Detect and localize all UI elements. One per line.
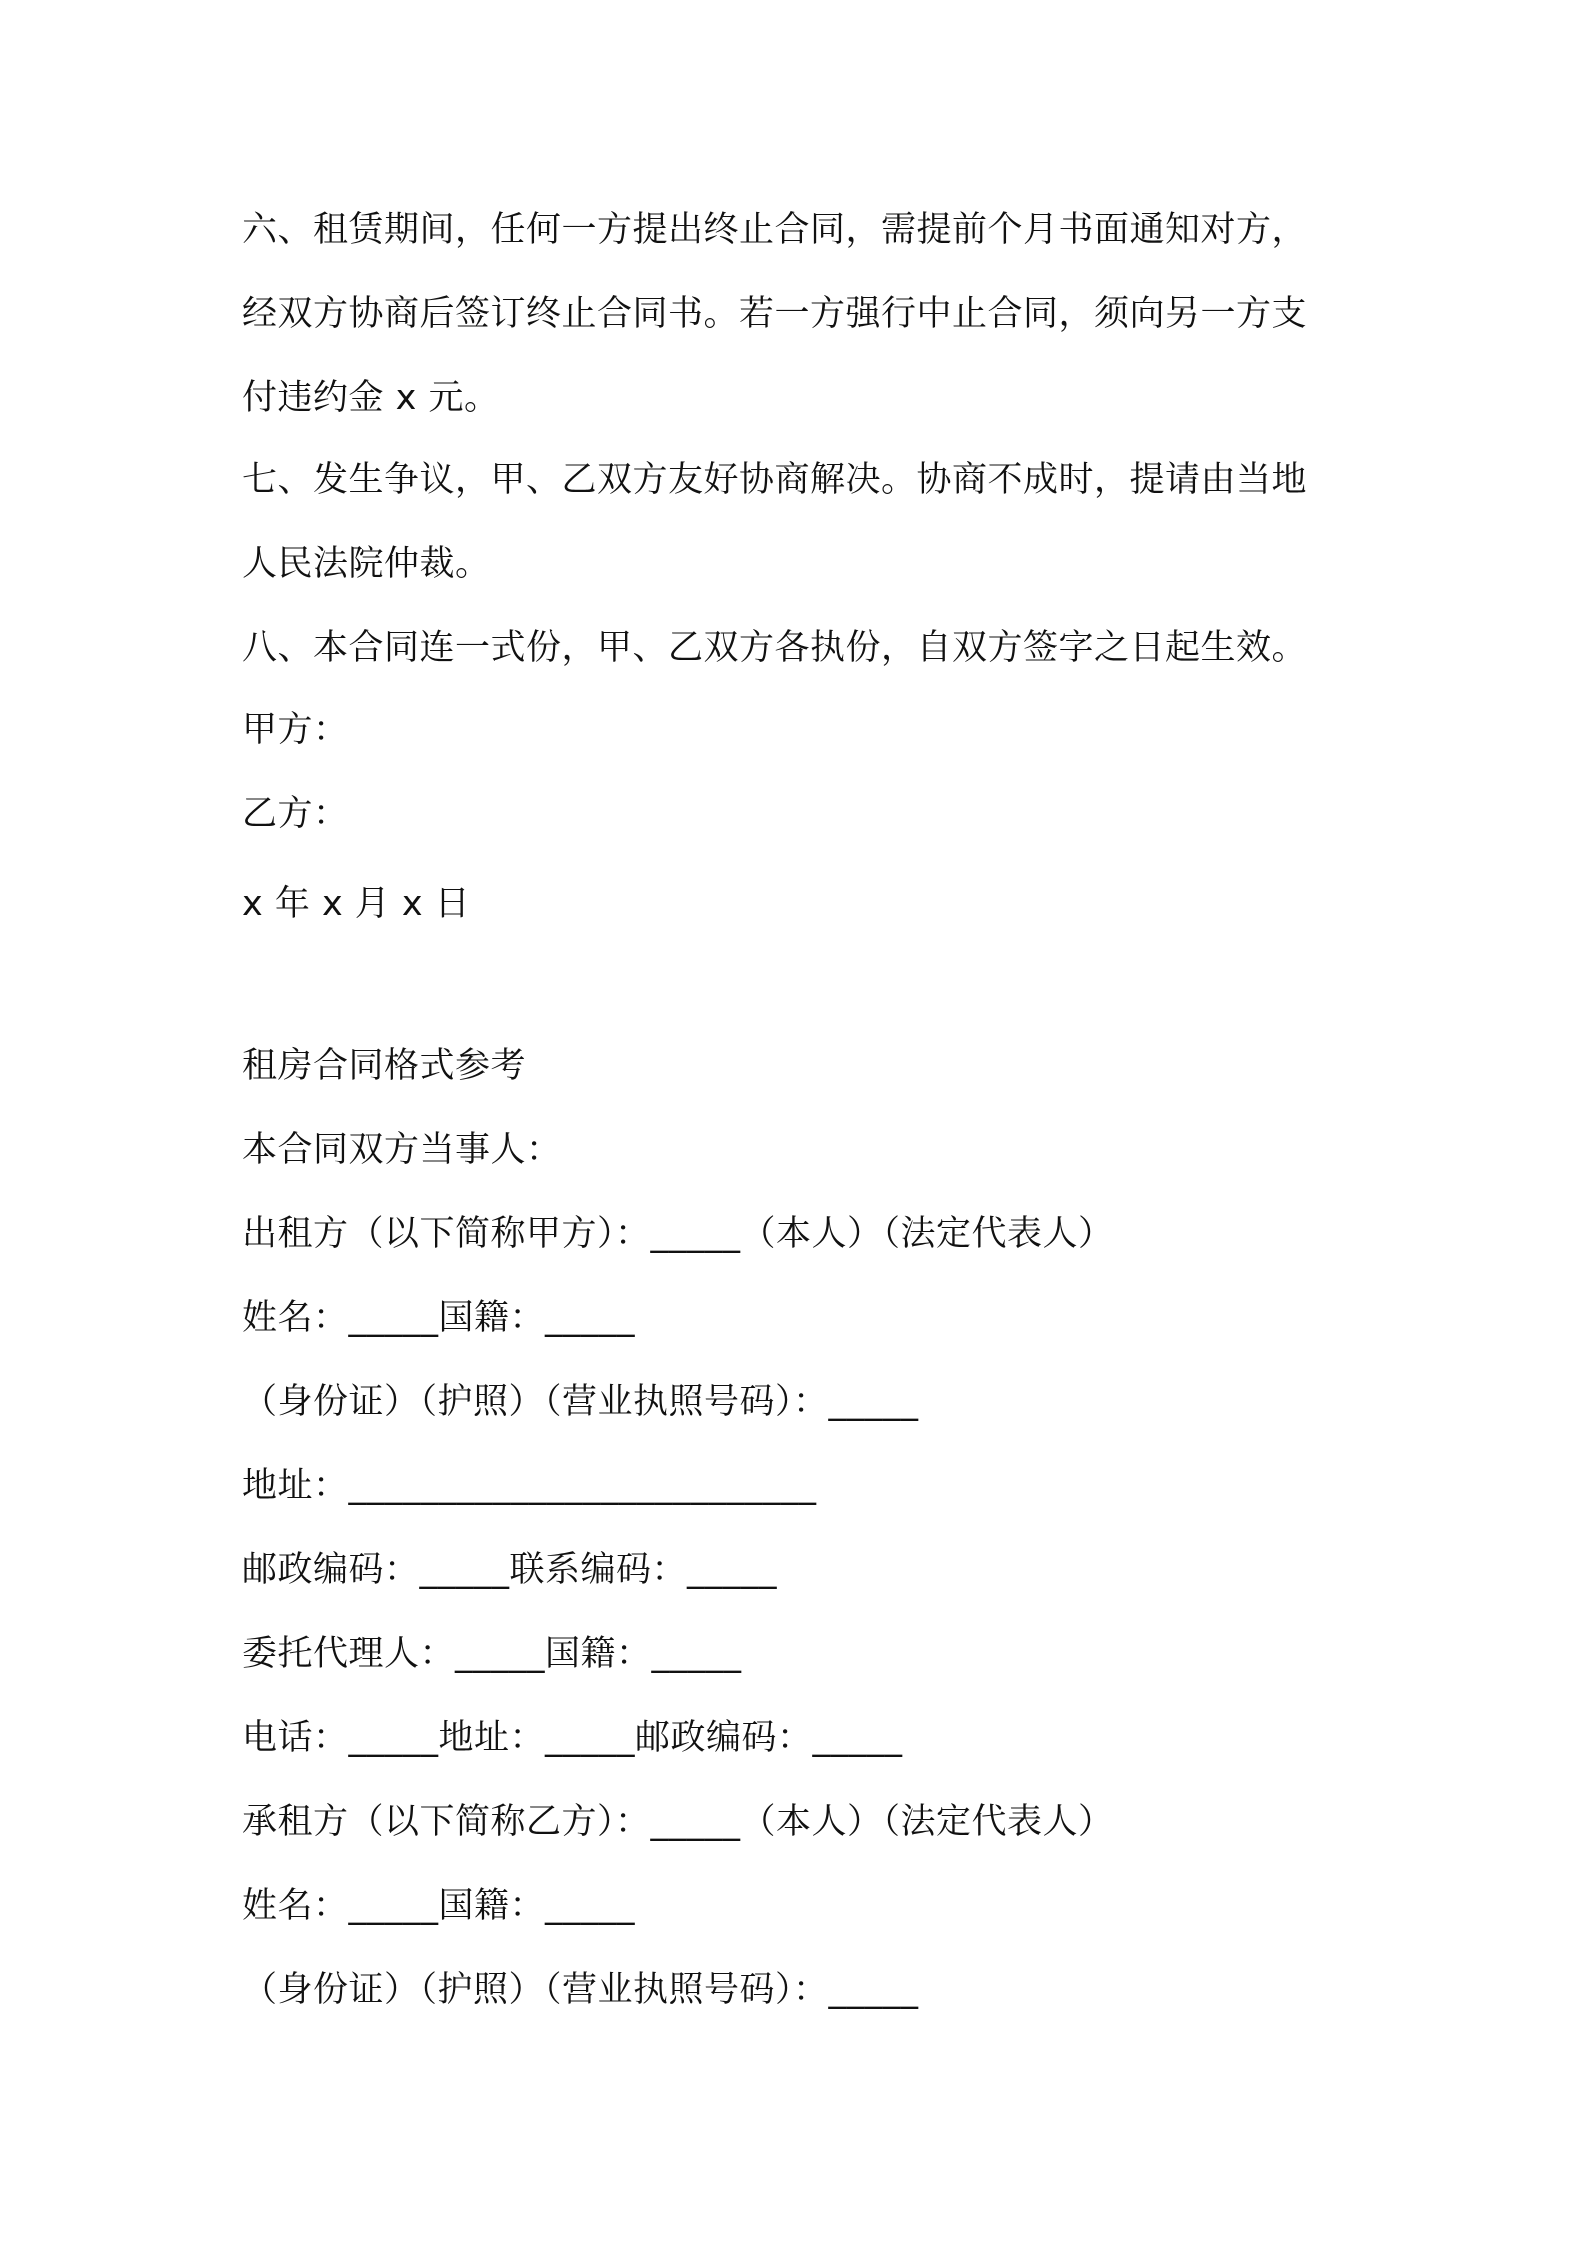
clause-8: 八、本合同连一式份，甲、乙双方各执份，自双方签字之日起生效。 bbox=[242, 628, 1308, 668]
lessee-id-line: （身份证）（护照）（营业执照号码）：_____ bbox=[242, 1970, 919, 2010]
lessee-name-nationality: 姓名：_____国籍：_____ bbox=[242, 1886, 636, 1926]
lessor-postal-contact: 邮政编码：_____联系编码：_____ bbox=[242, 1550, 778, 1590]
date-line: x 年 x 月 x 日 bbox=[242, 884, 471, 924]
parties-heading: 本合同双方当事人： bbox=[242, 1130, 562, 1170]
agent-phone-address: 电话：_____地址：_____邮政编码：_____ bbox=[242, 1718, 903, 1758]
agent-line: 委托代理人：_____国籍：_____ bbox=[242, 1634, 742, 1674]
lessor-name-nationality: 姓名：_____国籍：_____ bbox=[242, 1298, 636, 1338]
lessor-id-line: （身份证）（护照）（营业执照号码）：_____ bbox=[242, 1382, 919, 1422]
lessor-line: 出租方（以下简称甲方）：_____（本人）（法定代表人） bbox=[242, 1214, 1114, 1254]
clause-6-line-3: 付违约金 x 元。 bbox=[242, 378, 500, 418]
section-title: 租房合同格式参考 bbox=[242, 1046, 527, 1086]
lessee-line: 承租方（以下简称乙方）：_____（本人）（法定代表人） bbox=[242, 1802, 1114, 1842]
clause-7-line-1: 七、发生争议，甲、乙双方友好协商解决。协商不成时，提请由当地 bbox=[242, 460, 1308, 500]
clause-6-line-2: 经双方协商后签订终止合同书。若一方强行中止合同，须向另一方支 bbox=[242, 294, 1308, 334]
party-b-signature: 乙方： bbox=[242, 794, 349, 834]
clause-7-line-2: 人民法院仲裁。 bbox=[242, 544, 491, 584]
clause-6-line-1: 六、租赁期间，任何一方提出终止合同，需提前个月书面通知对方， bbox=[242, 210, 1308, 250]
lessor-address: 地址：__________________________ bbox=[242, 1466, 817, 1506]
party-a-signature: 甲方： bbox=[242, 710, 349, 750]
